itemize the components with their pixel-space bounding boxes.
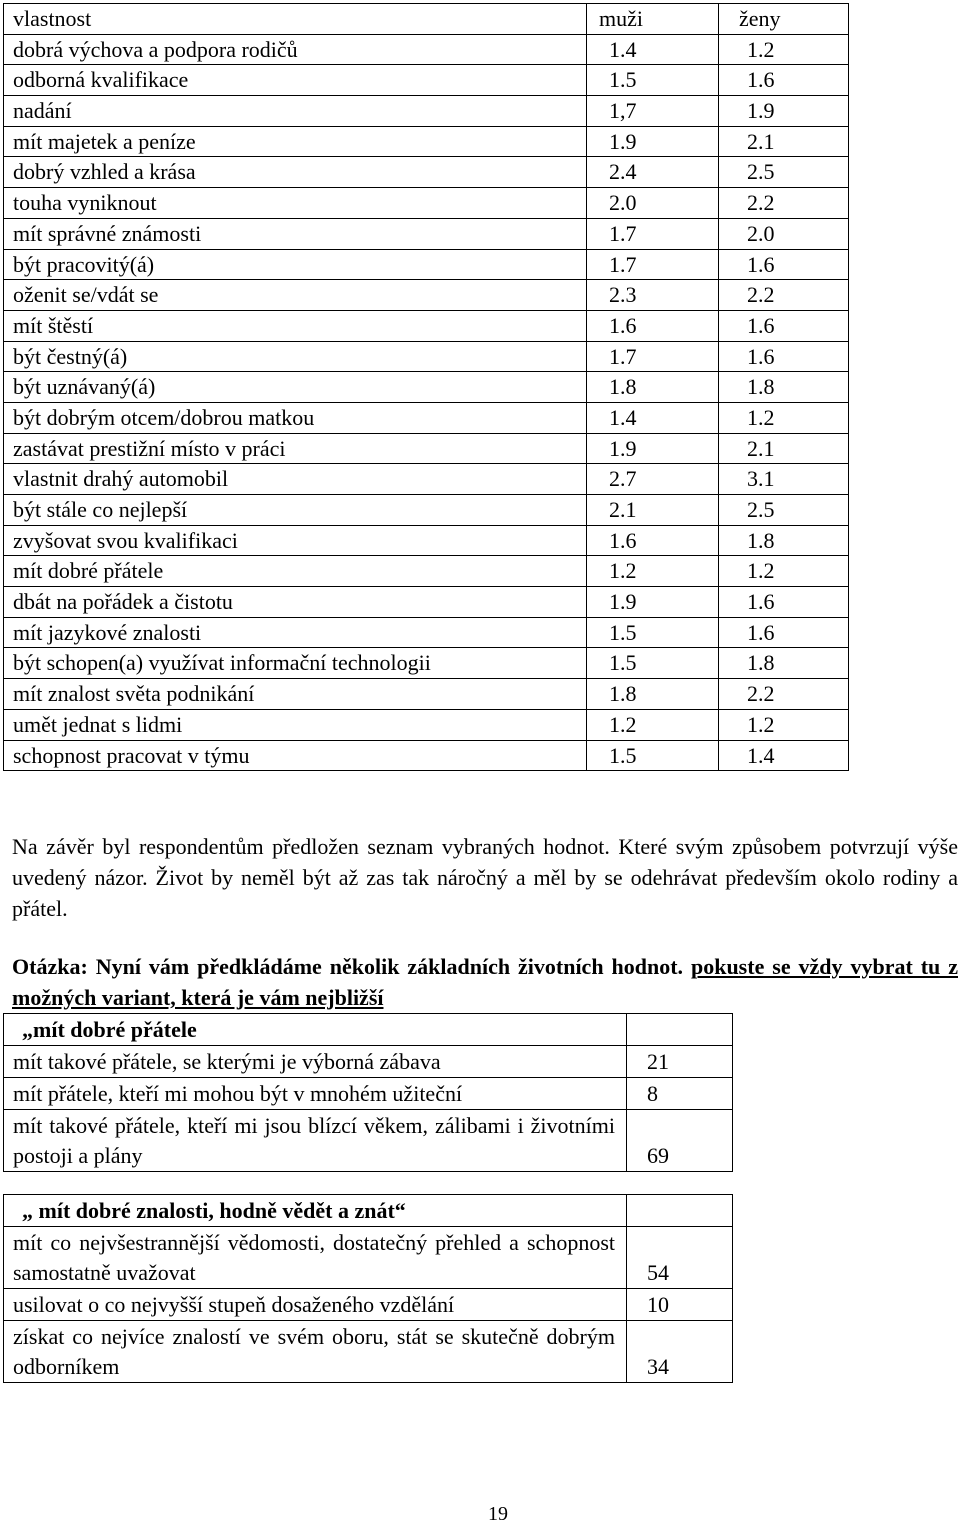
- property-cell: schopnost pracovat v týmu: [4, 740, 587, 771]
- men-value-cell: 2.0: [587, 188, 719, 219]
- table-row: [4, 188, 849, 219]
- question-instruction: pokuste se vždy vybrat tu z možných variant, která je vám nejbližší: [12, 954, 958, 1010]
- header-men: muži: [587, 4, 719, 35]
- table-row: [4, 34, 849, 65]
- table-row: [4, 341, 849, 372]
- question-lead: Otázka: Nyní vám předkládáme několik základních životních hodnot.: [12, 954, 691, 979]
- table-row: [4, 157, 849, 188]
- empty-cell: [627, 1195, 733, 1227]
- option-row: [4, 1078, 733, 1110]
- table-row: [4, 648, 849, 679]
- property-cell: mít štěstí: [4, 310, 587, 341]
- table-row: [4, 525, 849, 556]
- option-row: [4, 1110, 733, 1172]
- friends-options-table: [3, 1013, 733, 1172]
- property-cell: být čestný(á): [4, 341, 587, 372]
- table-row: [4, 65, 849, 96]
- option-text: usilovat o co nejvyšší stupeň dosaženého vzdělání: [4, 1289, 627, 1321]
- property-cell: touha vyniknout: [4, 188, 587, 219]
- women-value-cell: 2.1: [719, 126, 849, 157]
- knowledge-title: „ mít dobré znalosti, hodně vědět a znát“: [4, 1195, 627, 1227]
- property-cell: být stále co nejlepší: [4, 495, 587, 526]
- men-value-cell: 1.7: [587, 341, 719, 372]
- table-row: [4, 126, 849, 157]
- property-cell: mít majetek a peníze: [4, 126, 587, 157]
- property-cell: mít dobré přátele: [4, 556, 587, 587]
- empty-cell: [627, 1014, 733, 1046]
- women-value-cell: 2.0: [719, 218, 849, 249]
- women-value-cell: 1.2: [719, 402, 849, 433]
- women-value-cell: 2.5: [719, 495, 849, 526]
- men-value-cell: 1.5: [587, 617, 719, 648]
- option-count: 54: [627, 1227, 733, 1289]
- option-count: 69: [627, 1110, 733, 1172]
- option-text: získat co nejvíce znalostí ve svém oboru, stát se skutečně dobrým odborníkem: [4, 1321, 627, 1383]
- men-value-cell: 1.8: [587, 372, 719, 403]
- table-row: [4, 249, 849, 280]
- women-value-cell: 1.8: [719, 648, 849, 679]
- property-cell: zastávat prestižní místo v práci: [4, 433, 587, 464]
- table-row: [4, 310, 849, 341]
- table-row: [4, 556, 849, 587]
- women-value-cell: 2.2: [719, 188, 849, 219]
- men-value-cell: 2.7: [587, 464, 719, 495]
- values-by-gender-table: [3, 3, 849, 771]
- women-value-cell: 1.6: [719, 341, 849, 372]
- men-value-cell: 1.8: [587, 679, 719, 710]
- header-property: vlastnost: [4, 4, 587, 35]
- women-value-cell: 1.2: [719, 556, 849, 587]
- option-count: 34: [627, 1321, 733, 1383]
- women-value-cell: 2.1: [719, 433, 849, 464]
- men-value-cell: 2.3: [587, 280, 719, 311]
- table-row: [4, 464, 849, 495]
- friends-title: „mít dobré přátele: [4, 1014, 627, 1046]
- women-value-cell: 3.1: [719, 464, 849, 495]
- property-cell: dobrá výchova a podpora rodičů: [4, 34, 587, 65]
- option-count: 8: [627, 1078, 733, 1110]
- table-row: [4, 709, 849, 740]
- table-title-row: [4, 1195, 733, 1227]
- question-paragraph: [12, 951, 958, 1013]
- men-value-cell: 1.7: [587, 218, 719, 249]
- men-value-cell: 1.5: [587, 65, 719, 96]
- property-cell: mít správné známosti: [4, 218, 587, 249]
- men-value-cell: 1.5: [587, 648, 719, 679]
- men-value-cell: 1.4: [587, 34, 719, 65]
- property-cell: mít jazykové znalosti: [4, 617, 587, 648]
- women-value-cell: 1.6: [719, 310, 849, 341]
- women-value-cell: 2.5: [719, 157, 849, 188]
- men-value-cell: 2.1: [587, 495, 719, 526]
- men-value-cell: 1,7: [587, 96, 719, 127]
- property-cell: být dobrým otcem/dobrou matkou: [4, 402, 587, 433]
- property-cell: být pracovitý(á): [4, 249, 587, 280]
- table-row: [4, 280, 849, 311]
- property-cell: dobrý vzhled a krása: [4, 157, 587, 188]
- men-value-cell: 1.2: [587, 556, 719, 587]
- property-cell: zvyšovat svou kvalifikaci: [4, 525, 587, 556]
- men-value-cell: 1.6: [587, 310, 719, 341]
- page-number: 19: [488, 1503, 508, 1525]
- table-row: [4, 433, 849, 464]
- property-cell: být uznávaný(á): [4, 372, 587, 403]
- option-count: 21: [627, 1046, 733, 1078]
- property-cell: oženit se/vdát se: [4, 280, 587, 311]
- property-cell: mít znalost světa podnikání: [4, 679, 587, 710]
- women-value-cell: 1.6: [719, 617, 849, 648]
- men-value-cell: 1.6: [587, 525, 719, 556]
- table-row: [4, 372, 849, 403]
- property-cell: být schopen(a) využívat informační technologii: [4, 648, 587, 679]
- women-value-cell: 2.2: [719, 679, 849, 710]
- table-row: [4, 218, 849, 249]
- option-row: [4, 1321, 733, 1383]
- women-value-cell: 1.6: [719, 65, 849, 96]
- header-women: ženy: [719, 4, 849, 35]
- women-value-cell: 2.2: [719, 280, 849, 311]
- women-value-cell: 1.9: [719, 96, 849, 127]
- women-value-cell: 1.4: [719, 740, 849, 771]
- table-row: [4, 402, 849, 433]
- property-cell: nadání: [4, 96, 587, 127]
- property-cell: dbát na pořádek a čistotu: [4, 587, 587, 618]
- knowledge-options-table: [3, 1194, 733, 1383]
- option-text: mít takové přátele, se kterými je výborná zábava: [4, 1046, 627, 1078]
- option-count: 10: [627, 1289, 733, 1321]
- men-value-cell: 1.4: [587, 402, 719, 433]
- property-cell: umět jednat s lidmi: [4, 709, 587, 740]
- property-cell: odborná kvalifikace: [4, 65, 587, 96]
- men-value-cell: 1.5: [587, 740, 719, 771]
- table-row: [4, 96, 849, 127]
- table-row: [4, 495, 849, 526]
- men-value-cell: 1.9: [587, 126, 719, 157]
- table-row: [4, 679, 849, 710]
- women-value-cell: 1.8: [719, 525, 849, 556]
- women-value-cell: 1.8: [719, 372, 849, 403]
- women-value-cell: 1.6: [719, 249, 849, 280]
- table-row: [4, 587, 849, 618]
- option-text: mít přátele, kteří mi mohou být v mnohém užiteční: [4, 1078, 627, 1110]
- women-value-cell: 1.6: [719, 587, 849, 618]
- men-value-cell: 1.7: [587, 249, 719, 280]
- option-text: mít takové přátele, kteří mi jsou blízcí věkem, zálibami i životními postoji a plány: [4, 1110, 627, 1172]
- table-header-row: [4, 4, 849, 35]
- women-value-cell: 1.2: [719, 709, 849, 740]
- intro-paragraph: Na závěr byl respondentům předložen seznam vybraných hodnot. Které svým způsobem potvrzují výše uvedený názor. Život by neměl být až zas tak náročný a měl by se odehrávat především okolo rodiny a přátel.: [12, 834, 958, 921]
- men-value-cell: 1.2: [587, 709, 719, 740]
- men-value-cell: 1.9: [587, 587, 719, 618]
- table-title-row: [4, 1014, 733, 1046]
- option-text: mít co nejvšestrannější vědomosti, dostatečný přehled a schopnost samostatně uvažovat: [4, 1227, 627, 1289]
- table-row: [4, 617, 849, 648]
- men-value-cell: 2.4: [587, 157, 719, 188]
- property-cell: vlastnit drahý automobil: [4, 464, 587, 495]
- option-row: [4, 1227, 733, 1289]
- option-row: [4, 1289, 733, 1321]
- table-row: [4, 740, 849, 771]
- men-value-cell: 1.9: [587, 433, 719, 464]
- women-value-cell: 1.2: [719, 34, 849, 65]
- option-row: [4, 1046, 733, 1078]
